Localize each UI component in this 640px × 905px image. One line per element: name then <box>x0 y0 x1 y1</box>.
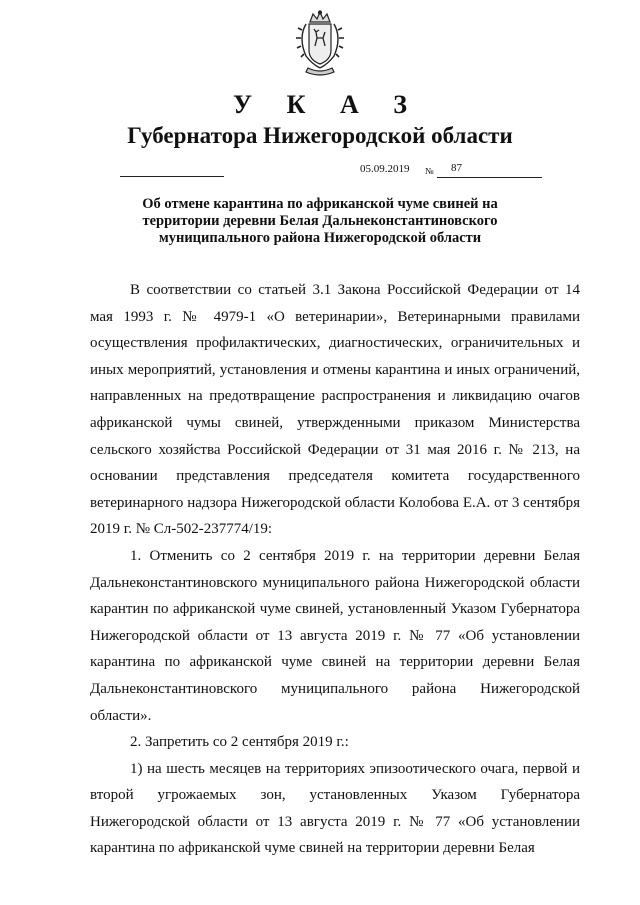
decree-body <box>90 277 580 862</box>
decree-number: 87 <box>451 162 462 174</box>
title-line: территории деревни Белая Дальнеконстантиновского <box>142 213 498 229</box>
coat-of-arms-emblem <box>292 10 348 76</box>
body-paragraph: 1. Отменить со 2 сентября 2019 г. на территории деревни Белая Дальнеконстантиновского муниципального района Нижегородской области карантин по африканской чуме свиней, установленный Указом Губернатора Нижегородской области от 13 августа 2019 г. № 77 «Об установлении карантина по африканской чуме свиней на территории деревни Белая Дальнеконстантиновского муниципального района Нижегородской области». <box>90 547 580 724</box>
body-paragraph: 2. Запретить со 2 сентября 2019 г.: <box>130 734 349 751</box>
issuer-heading: Губернатора Нижегородской области <box>127 123 513 148</box>
decree-title <box>100 196 540 247</box>
decree-date: 05.09.2019 <box>360 163 410 175</box>
signature-line <box>120 176 224 177</box>
title-line: Об отмене карантина по африканской чуме свиней на <box>142 196 498 212</box>
number-underline <box>437 177 542 178</box>
decree-heading: У К А З <box>233 90 421 119</box>
number-sign: № <box>425 166 434 176</box>
body-paragraph: 1) на шесть месяцев на территориях эпизоотического очага, первой и второй угрожаемых зон, установленных Указом Губернатора Нижегородской области от 13 августа 2019 г. № 77 «Об установлении карантина по африканской чуме свиней на территории деревни Белая <box>90 760 580 857</box>
title-line: муниципального района Нижегородской области <box>158 230 482 246</box>
body-paragraph: В соответствии со статьей 3.1 Закона Российской Федерации от 14 мая 1993 г. № 4979-1 «О ветеринарии», Ветеринарными правилами осуществления профилактических, диагностических, ограничительных и иных мероприятий, установления и отмены карантина и иных ограничений, направленных на предотвращение распространения и ликвидацию очагов африканской чумы свиней, утвержденными приказом Министерства сельского хозяйства Российской Федерации от 31 мая 2016 г. № 213, на основании представления председателя комитета государственного ветеринарного надзора Нижегородской области Колобова Е.А. от 3 сентября 2019 г. № Сл-502-237774/19: <box>90 282 580 538</box>
